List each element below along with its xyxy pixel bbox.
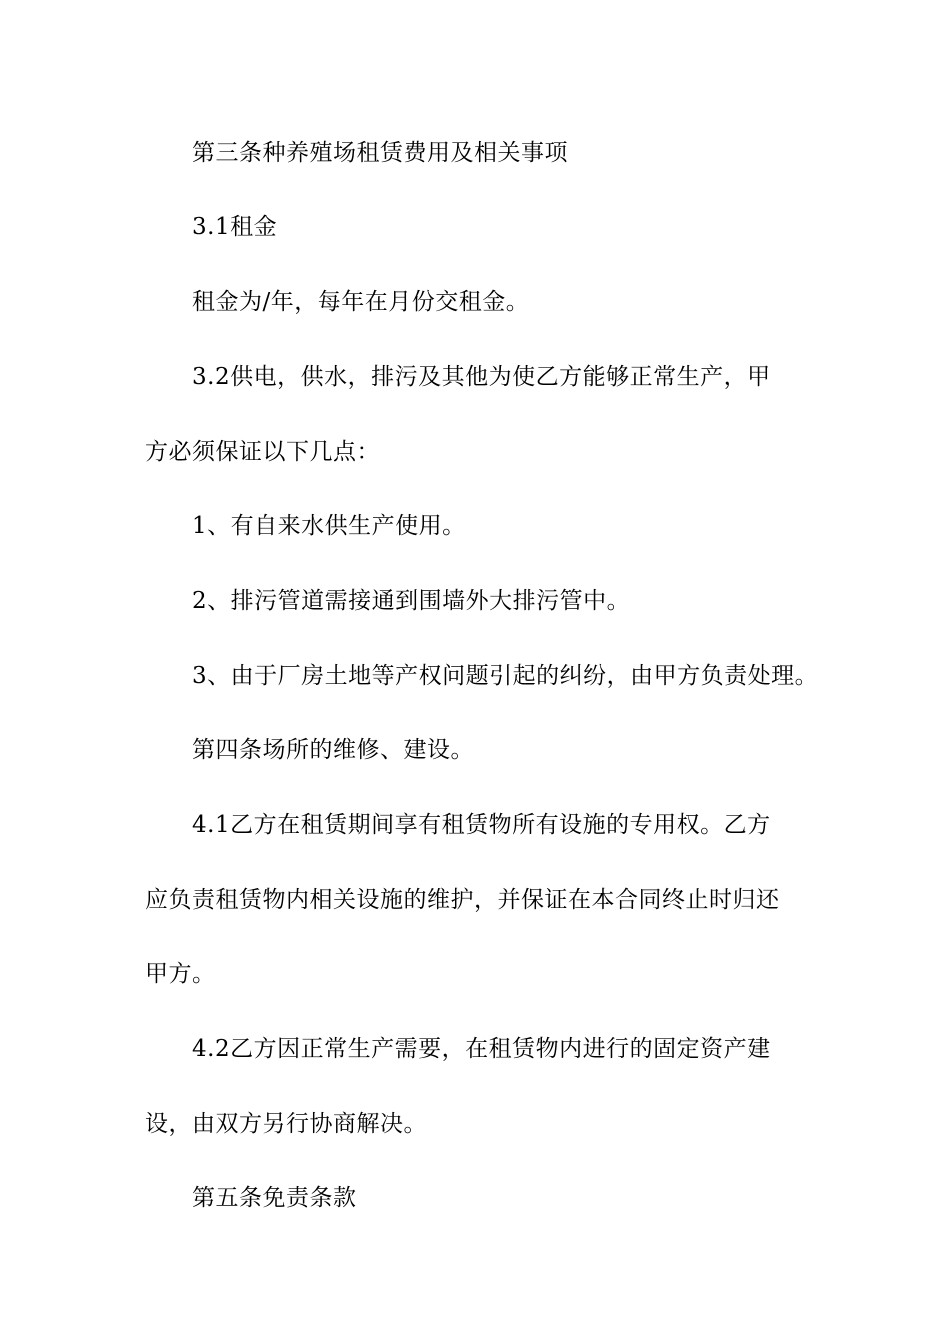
article-5-heading: 第五条免责条款 xyxy=(192,1185,357,1211)
clause-4-2-line-1: 4.2乙方因正常生产需要，在租赁物内进行的固定资产建 xyxy=(192,1036,771,1062)
clause-4-2-line-2: 设，由双方另行协商解决。 xyxy=(145,1111,427,1137)
list-item-1: 1、有自来水供生产使用。 xyxy=(192,513,466,539)
clause-3-1-heading: 3.1租金 xyxy=(192,214,278,240)
clause-4-1-line-3: 甲方。 xyxy=(145,961,216,987)
list-item-2: 2、排污管道需接通到围墙外大排污管中。 xyxy=(192,588,631,614)
rent-paragraph: 租金为/年，每年在月份交租金。 xyxy=(192,289,530,315)
clause-3-2-line-2: 方必须保证以下几点： xyxy=(145,439,380,465)
clause-3-2-line-1: 3.2供电，供水，排污及其他为使乙方能够正常生产，甲 xyxy=(192,364,771,390)
list-item-3: 3、由于厂房土地等产权问题引起的纠纷，由甲方负责处理。 xyxy=(192,663,819,689)
article-3-heading: 第三条种养殖场租赁费用及相关事项 xyxy=(192,140,568,166)
clause-4-1-line-2: 应负责租赁物内相关设施的维护，并保证在本合同终止时归还 xyxy=(145,887,780,913)
clause-4-1-line-1: 4.1乙方在租赁期间享有租赁物所有设施的专用权。乙方 xyxy=(192,812,771,838)
article-4-heading: 第四条场所的维修、建设。 xyxy=(192,737,474,763)
